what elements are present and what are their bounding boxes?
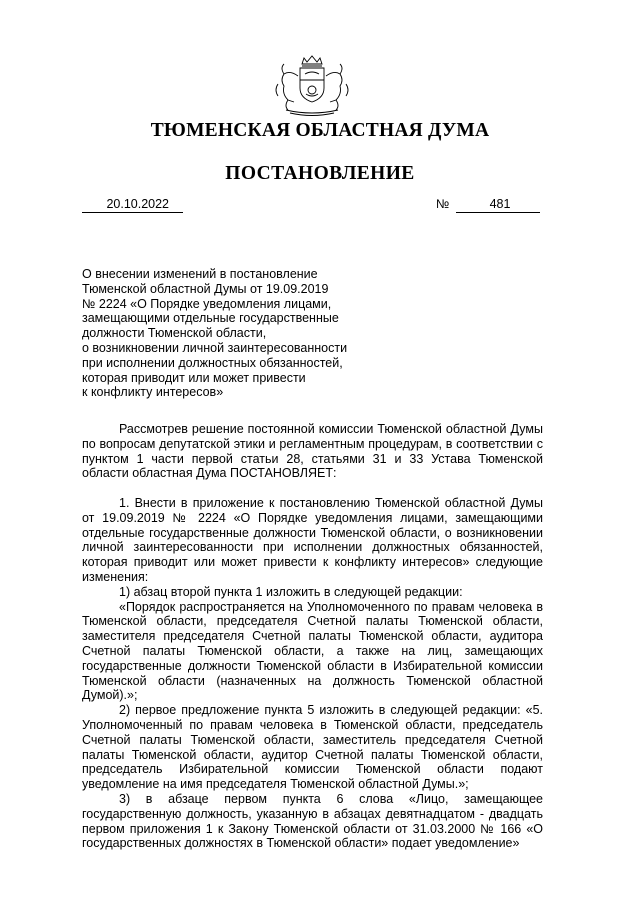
subitem-2-paragraph: 2) первое предложение пункта 5 изложить в следующей редакции: «5. Уполномоченный по правам человека в Тюменской области, председатель Счетной палаты Тюменской области, заместитель председателя Счетной палаты Тюменской области, аудитор Счетной палаты Тюменской области, председатель Избирательной комиссии Тюменской области подают уведомление на имя председателя Тюменской областной Думы.»;: [82, 703, 543, 792]
document-type: ПОСТАНОВЛЕНИЕ: [225, 163, 415, 184]
subject-line: Тюменской областной Думы от 19.09.2019: [82, 281, 329, 296]
subject-line: О внесении изменений в постановление: [82, 267, 318, 281]
subitem-3-paragraph: 3) в абзаце первом пункта 6 слова «Лицо, замещающее государственную должность, указанную в абзацах девятнадцатом - двадцать первом приложения 1 к Закону Тюменской области от 31.03.2000 № 166 «О государственных должностях в Тюменской области» подает уведомление»: [82, 791, 543, 851]
subitem-1-paragraph: 1) абзац второй пункта 1 изложить в следующей редакции:: [119, 584, 463, 599]
document-body: [82, 422, 543, 851]
subject-line: о возникновении личной заинтересованности: [82, 340, 348, 355]
organization-title: ТЮМЕНСКАЯ ОБЛАСТНАЯ ДУМА: [150, 120, 490, 141]
preamble-paragraph: Рассмотрев решение постоянной комиссии Тюменской областной Думы по вопросам депутатской этики и регламентным процедурам, в соответствии с пунктом 1 части первой статьи 28, статьями 31 и 33 Устава Тюменской области областная Дума ПОСТАНОВЛЯЕТ:: [82, 422, 543, 481]
document-date: 20.10.2022: [82, 196, 183, 213]
subject-line: которая приводит или может привести: [82, 370, 306, 385]
document-subject: [82, 267, 362, 400]
quote-1-paragraph: «Порядок распространяется на Уполномоченного по правам человека в Тюменской области, председателя Счетной палаты Тюменской области, заместителя председателя Счетной палаты Тюменской области, аудитора Счетной палаты Тюменской области, а также на лиц, замещающих государственные должности Тюменской области в Избирательной комиссии Тюменской области (назначенных на должность Тюменской областной Думой).»;: [82, 599, 543, 703]
subject-line: к конфликту интересов»: [82, 385, 224, 400]
number-sign: №: [436, 197, 450, 211]
subject-line: должности Тюменской области,: [82, 326, 267, 341]
document-number: 481: [456, 196, 540, 213]
tyumen-coat-of-arms-icon: [270, 54, 354, 118]
subject-line: при исполнении должностных обязанностей,: [82, 355, 343, 370]
subject-line: № 2224 «О Порядке уведомления лицами,: [82, 296, 332, 311]
item-1-paragraph: 1. Внести в приложение к постановлению Тюменской областной Думы от 19.09.2019 № 2224 «О Порядке уведомления лицами, замещающими отдельные государственные должности Тюменской области, о возникновении личной заинтересованности при исполнении должностных обязанностей, которая приводит или может привести к конфликту интересов» следующие изменения:: [82, 495, 543, 584]
subject-line: замещающими отдельные государственные: [82, 311, 339, 326]
